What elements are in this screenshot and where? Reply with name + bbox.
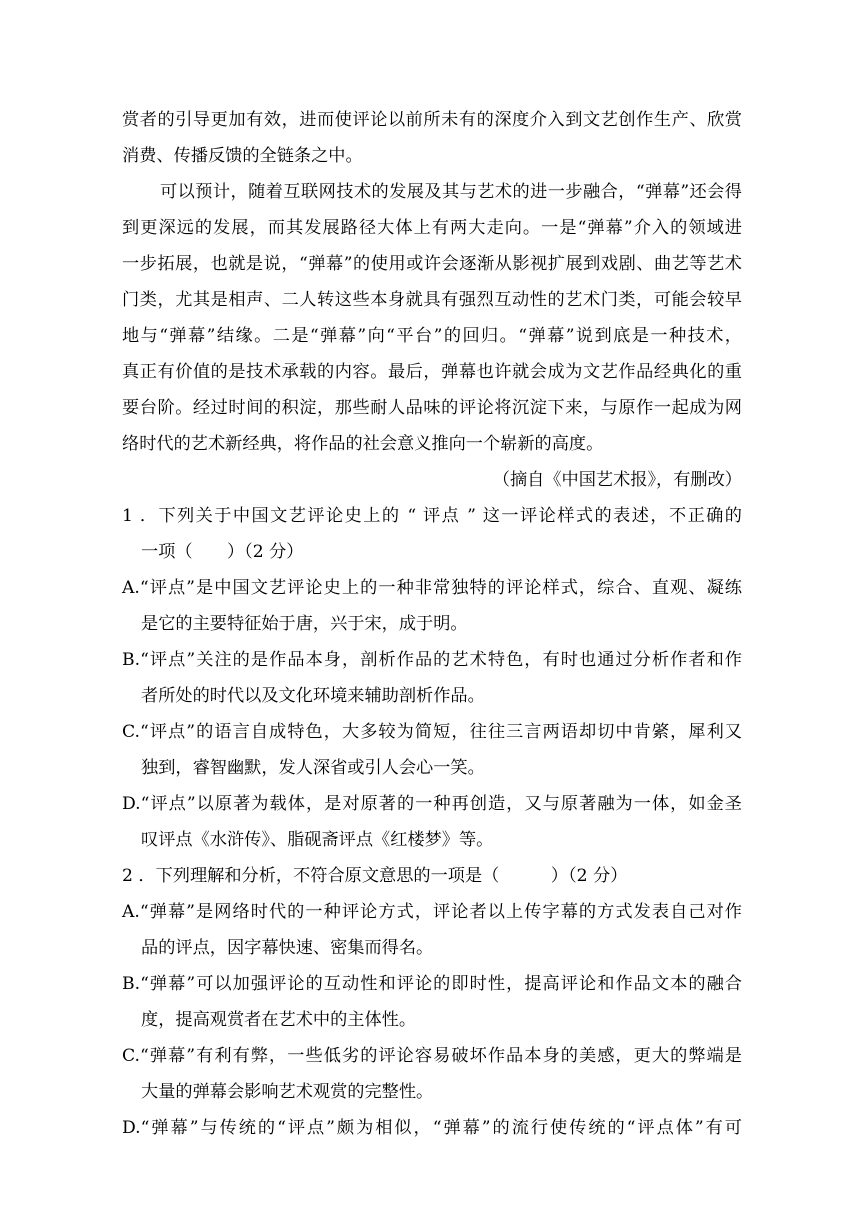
passage-line: 赏者的引导更加有效，进而使评论以前所未有的深度介入到文艺创作生产、欣赏 [122,110,742,130]
question-2-stem: 2 ．下列理解和分析，不符合原文意思的一项是（ ）（2 分） [122,866,628,886]
question-1-option-d: 叹评点《水浒传》、脂砚斋评点《红楼梦》等。 [141,830,494,850]
passage-line: 可以预计，随着互联网技术的发展及其与艺术的进一步融合，“弹幕”还会得 [160,182,742,202]
passage-line: 络时代的艺术新经典，将作品的社会意义推向一个崭新的高度。 [122,434,604,454]
passage-line: 消费、传播反馈的全链条之中。 [122,146,363,166]
question-1-stem: 一项（ ）（2 分） [141,542,304,562]
question-1-option-c: 独到，睿智幽默，发人深省或引人会心一笑。 [141,758,485,778]
passage-line: 真正有价值的是技术承载的内容。最后，弹幕也许就会成为文艺作品经典化的重 [122,362,742,382]
passage-line: 要台阶。经过时间的积淀，那些耐人品味的评论将沉淀下来，与原作一起成为网 [122,398,742,418]
passage-line: 门类，尤其是相声、二人转这些本身就具有强烈互动性的艺术门类，可能会较早 [122,290,742,310]
question-1-stem: 1 ．下列关于中国文艺评论史上的 “ 评点 ” 这一评论样式的表述，不正确的 [122,506,742,526]
question-2-option-c: C.“弹幕”有利有弊，一些低劣的评论容易破坏作品本身的美感，更大的弊端是 [122,1046,742,1066]
passage-line: 一步拓展，也就是说，“弹幕”的使用或许会逐渐从影视扩展到戏剧、曲艺等艺术 [122,254,742,274]
question-1-option-a: A.“评点”是中国文艺评论史上的一种非常独特的评论样式，综合、直观、凝练 [122,578,742,598]
question-2-option-d: D.“弹幕”与传统的“评点”颇为相似，“弹幕”的流行使传统的“评点体”有可 [122,1118,742,1138]
source-citation: （摘自《中国艺术报》，有删改） [492,470,742,490]
question-2-option-a: A.“弹幕”是网络时代的一种评论方式，评论者以上传字幕的方式发表自己对作 [122,902,742,922]
question-2-option-a: 品的评点，因字幕快速、密集而得名。 [141,938,434,958]
passage-line: 地与“弹幕”结缘。二是“弹幕”向“平台”的回归。“弹幕”说到底是一种技术， [122,326,742,346]
question-2-option-b: 度，提高观赏者在艺术中的主体性。 [141,1010,417,1030]
question-2-option-b: B.“弹幕”可以加强评论的互动性和评论的即时性，提高评论和作品文本的融合 [122,974,742,994]
question-1-option-b: B.“评点”关注的是作品本身，剖析作品的艺术特色，有时也通过分析作者和作 [122,650,742,670]
question-2-option-c: 大量的弹幕会影响艺术观赏的完整性。 [141,1082,434,1102]
question-1-option-c: C.“评点”的语言自成特色，大多较为简短，往往三言两语却切中肯綮，犀利又 [122,722,742,742]
question-1-option-d: D.“评点”以原著为载体，是对原著的一种再创造，又与原著融为一体，如金圣 [122,794,742,814]
passage-line: 到更深远的发展，而其发展路径大体上有两大走向。一是“弹幕”介入的领域进 [122,218,742,238]
question-1-option-b: 者所处的时代以及文化环境来辅助剖析作品。 [141,686,485,706]
question-1-option-a: 是它的主要特征始于唐，兴于宋，成于明。 [141,614,468,634]
